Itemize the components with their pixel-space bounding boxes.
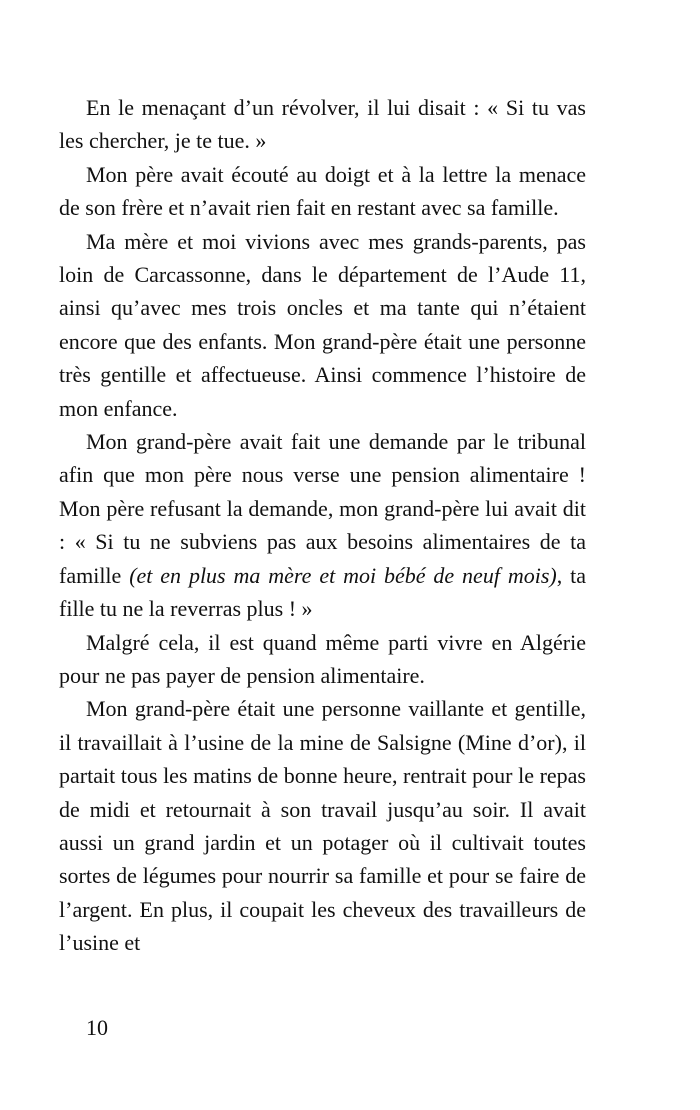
paragraph-3: Ma mère et moi vivions avec mes grands-parents, pas loin de Carcassonne, dans le département de l’Aude 11, ainsi qu’avec mes trois oncles et ma tante qui n’étaient encore que des enfants. Mon grand-père était une personne très gentille et affectueuse. Ainsi commence l’histoire de mon enfance.	[59, 228, 586, 421]
paragraph-4-italic-aside: (et en plus ma mère et moi bébé de neuf mois)	[129, 562, 557, 588]
page-body	[59, 91, 586, 960]
paragraph-5: Malgré cela, il est quand même parti vivre en Algérie pour ne pas payer de pension alimentaire.	[59, 629, 586, 688]
paragraph-2: Mon père avait écouté au doigt et à la lettre la menace de son frère et n’avait rien fait en restant avec sa famille.	[59, 161, 586, 221]
paragraph-6: Mon grand-père était une personne vaillante et gentille, il travaillait à l’usine de la mine de Salsigne (Mine d’or), il partait tous les matins de bonne heure, rentrait pour le repas de midi et retournait à son travail jusqu’au soir. Il avait aussi un grand jardin et un potager où il cultivait toutes sortes de légumes pour nourrir sa famille et pour se faire de l’argent. En plus, il coupait les cheveux des travailleurs de l’usine et	[59, 696, 586, 956]
paragraph-4-text-start: Mon grand-père avait fait une demande par le tribunal afin que mon père nous verse une pension alimentaire ! Mon père refusant la demande, mon grand-père lui avait dit : « Si tu ne subviens pas aux besoins alimentaires de ta famille	[59, 429, 586, 588]
page-number: 10	[86, 1015, 108, 1040]
paragraph-4-text-end: , ta fille tu ne la reverras plus ! »	[59, 562, 586, 622]
paragraph-4	[59, 425, 586, 625]
paragraph-1: En le menaçant d’un révolver, il lui disait : « Si tu vas les chercher, je te tue. »	[59, 95, 586, 154]
